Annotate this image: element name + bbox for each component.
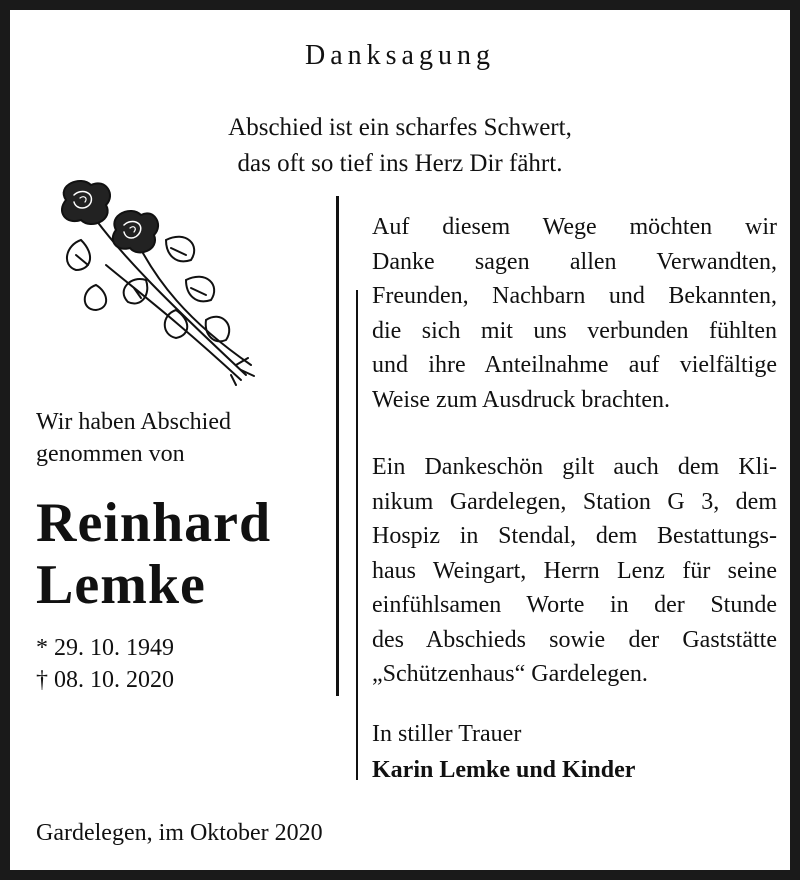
- vertical-divider: [356, 290, 358, 780]
- text-line: „Schützenhaus“ Gardelegen.: [372, 661, 648, 687]
- text-line: die sich mit uns verbunden fühlten: [372, 317, 777, 344]
- text-line: Freunden, Nachbarn und Bekannten,: [372, 283, 777, 309]
- heading: Danksagung: [305, 40, 495, 71]
- intro-line: genommen von: [36, 441, 185, 467]
- thanks-paragraph-1: [372, 210, 777, 417]
- text-line: haus Weingart, Herrn Lenz für seine: [372, 557, 777, 584]
- deceased-name: [36, 492, 271, 616]
- motto-line: Abschied ist ein scharfes Schwert,: [228, 114, 572, 141]
- death-date: † 08. 10. 2020: [36, 667, 174, 693]
- closing-block: [372, 716, 635, 788]
- birth-date: * 29. 10. 1949: [36, 635, 174, 661]
- text-line: einfühlsamen Worte in der Stunde: [372, 592, 777, 618]
- vertical-divider: [336, 196, 339, 696]
- text-line: Hospiz in Stendal, dem Bestattungs-: [372, 523, 777, 549]
- text-line: des Abschieds sowie der Gaststätte: [372, 626, 777, 653]
- first-name: Reinhard: [36, 492, 272, 554]
- life-dates: [36, 632, 174, 696]
- text-line: Auf diesem Wege möchten wir: [372, 214, 777, 240]
- motto-line: das oft so tief ins Herz Dir fährt.: [237, 150, 563, 177]
- text-line: und ihre Anteilnahme auf vielfältige: [372, 352, 777, 378]
- intro-text: [36, 406, 231, 470]
- intro-line: Wir haben Abschied: [36, 409, 231, 435]
- text-line: Ein Dankeschön gilt auch dem Kli-: [372, 454, 777, 480]
- text-line: nikum Gardelegen, Station G 3, dem: [372, 488, 777, 515]
- signer-name: Karin Lemke und Kinder: [372, 757, 636, 783]
- place-date: Gardelegen, im Oktober 2020: [36, 820, 323, 846]
- last-name: Lemke: [36, 554, 206, 616]
- text-line: Danke sagen allen Verwandten,: [372, 248, 777, 275]
- text-line: Weise zum Ausdruck brachten.: [372, 386, 670, 413]
- thanks-paragraph-2: [372, 450, 777, 692]
- rose-illustration: [36, 170, 266, 390]
- closing-text: In stiller Trauer: [372, 721, 522, 747]
